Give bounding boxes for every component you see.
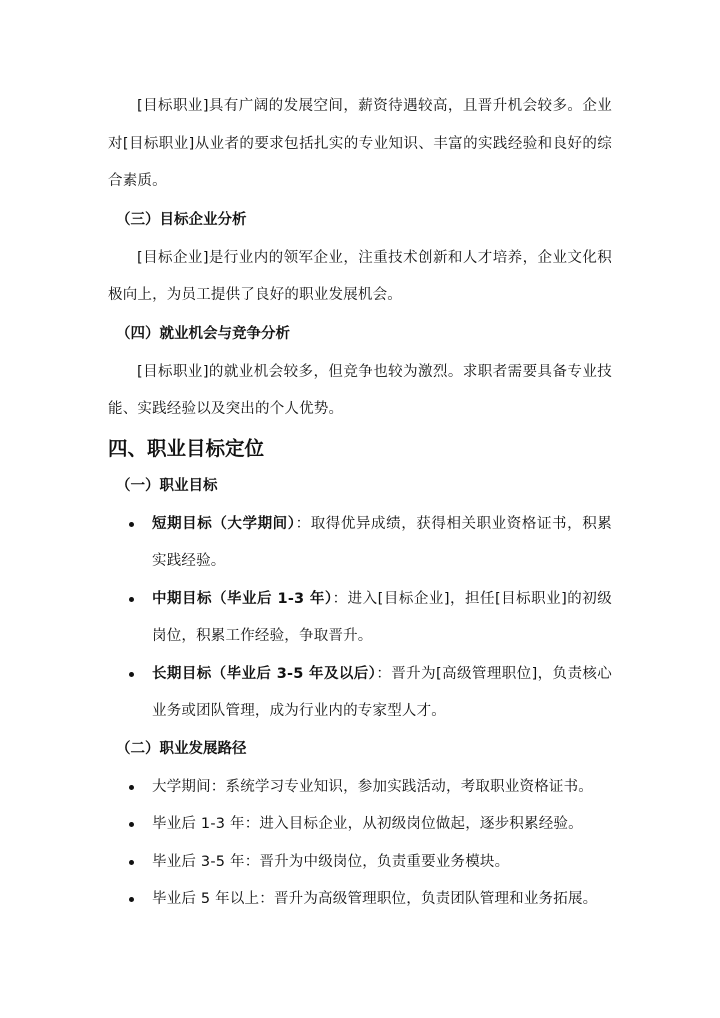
path-text-5-plus-years: 毕业后 5 年以上：晋升为高级管理职位，负责团队管理和业务拓展。	[152, 891, 598, 907]
bullet-icon	[129, 822, 134, 827]
bullet-icon	[129, 522, 134, 527]
bullet-icon	[129, 672, 134, 677]
path-text-1-3-years: 毕业后 1-3 年：进入目标企业，从初级岗位做起，逐步积累经验。	[152, 816, 583, 832]
paragraph-employment-competition: [目标职业]的就业机会较多，但竞争也较为激烈。求职者需要具备专业技能、实践经验以及突出的个人优势。	[108, 363, 612, 417]
subheading-employment-competition: （四）就业机会与竞争分析	[116, 325, 290, 342]
subheading-target-company: （三）目标企业分析	[116, 211, 247, 228]
goal-label-mid-term: 中期目标（毕业后 1-3 年）	[152, 590, 333, 607]
path-text-3-5-years: 毕业后 3-5 年：晋升为中级岗位，负责重要业务模块。	[152, 853, 510, 870]
bullet-icon	[129, 860, 134, 865]
bullet-icon	[129, 897, 134, 902]
list-item-mid-term-goal	[108, 581, 612, 656]
list-item-path-5-plus-years	[108, 881, 612, 919]
list-item-path-3-5-years	[108, 844, 612, 882]
paragraph-industry-outlook: [目标职业]具有广阔的发展空间，薪资待遇较高，且晋升机会较多。企业对[目标职业]从业者的要求包括扎实的专业知识、丰富的实践经验和良好的综合素质。	[108, 98, 612, 189]
paragraph-target-company: [目标企业]是行业内的领军企业，注重技术创新和人才培养，企业文化积极向上，为员工提供了良好的职业发展机会。	[108, 249, 612, 303]
list-item-path-1-3-years	[108, 806, 612, 844]
chapter-title-career-goals: 四、职业目标定位	[108, 436, 265, 460]
career-path-list	[108, 769, 612, 919]
subheading-career-path: （二）职业发展路径	[116, 740, 247, 757]
path-text-university: 大学期间：系统学习专业知识，参加实践活动，考取职业资格证书。	[152, 778, 593, 795]
bullet-icon	[129, 597, 134, 602]
document-body	[108, 88, 612, 919]
bullet-icon	[129, 785, 134, 790]
career-goals-list	[108, 506, 612, 731]
goal-text-long-term: ：晋升为[高级管理职位]，负责核心业务或团队管理，成为行业内的专家型人才。	[152, 665, 612, 719]
goal-text-short-term: ：取得优异成绩，获得相关职业资格证书，积累实践经验。	[152, 515, 613, 569]
subheading-career-goals: （一）职业目标	[116, 477, 218, 494]
list-item-long-term-goal	[108, 656, 612, 731]
goal-label-short-term: 短期目标（大学期间）	[152, 515, 296, 532]
list-item-path-university	[108, 769, 612, 807]
goal-text-mid-term: ：进入[目标企业]，担任[目标职业]的初级岗位，积累工作经验，争取晋升。	[152, 590, 612, 644]
goal-label-long-term: 长期目标（毕业后 3-5 年及以后）	[152, 665, 377, 682]
list-item-short-term-goal	[108, 506, 612, 581]
